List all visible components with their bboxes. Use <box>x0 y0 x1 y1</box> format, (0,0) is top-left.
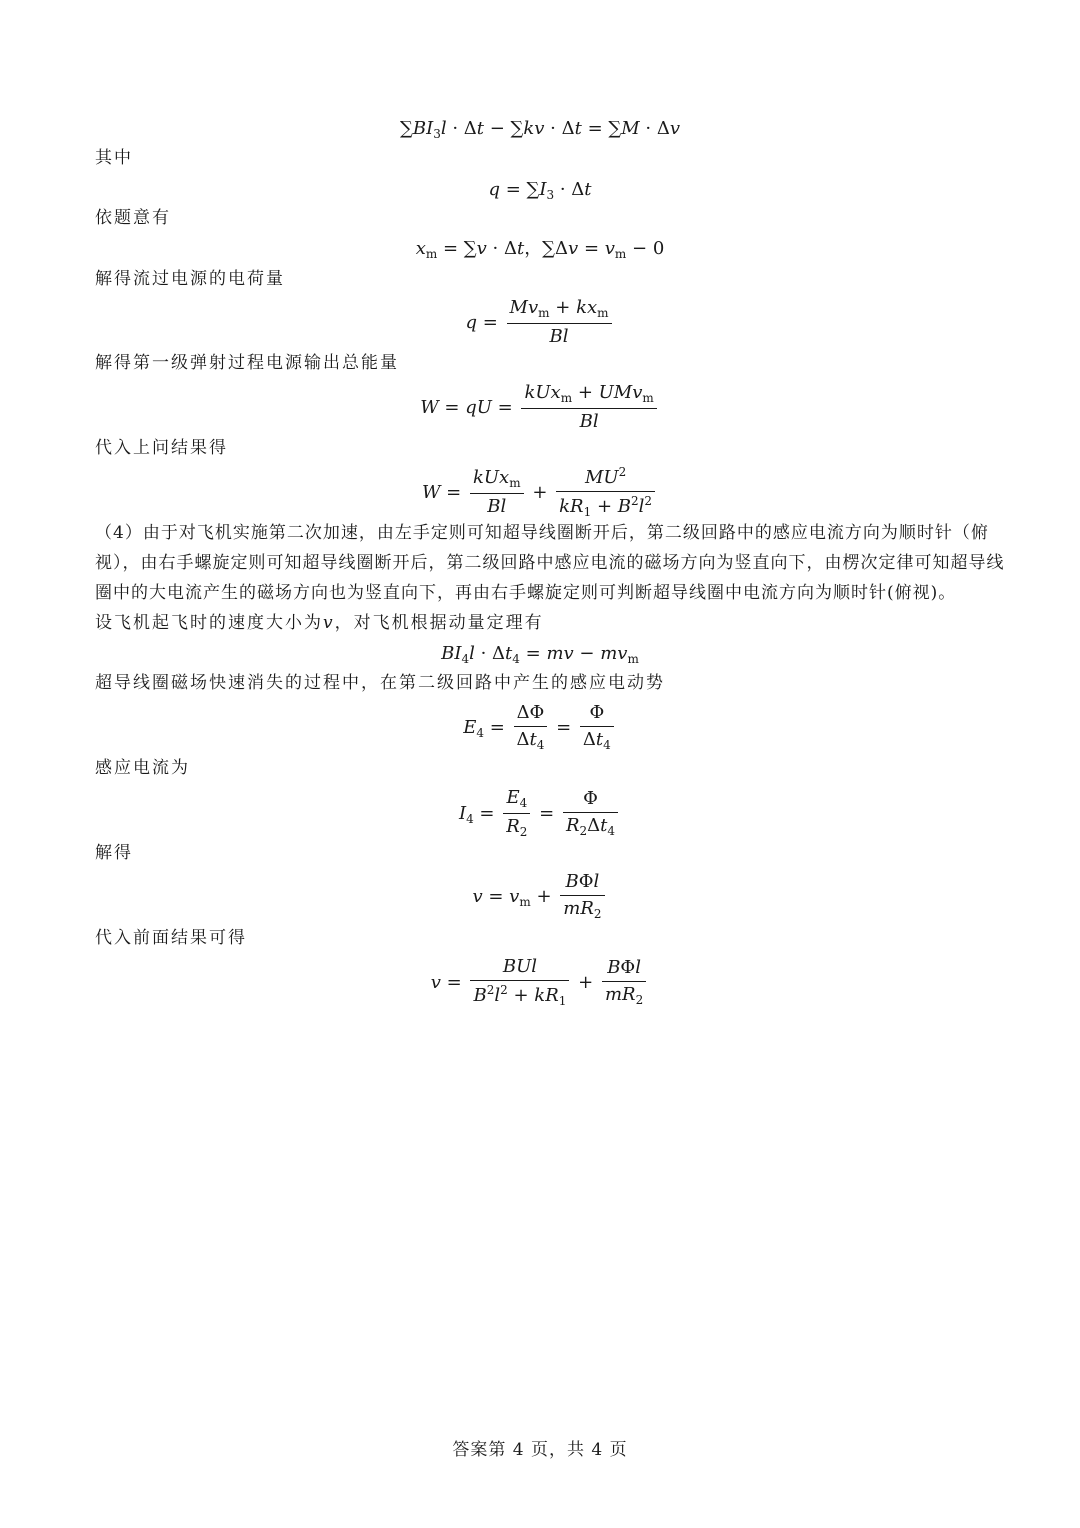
equation-velocity-result: v = $\frac{\text{BUl}}{B^2l^2 + kR_1}$ + $\frac{\text{BΦl}}{mR_2}$ <box>0 957 1080 1008</box>
equation-current: $I_4$ = $\frac{E_4}{R_2}$ = $\frac{\Phi}{R_2\Delta t_4}$ <box>0 788 1080 840</box>
fraction: $\frac{\text{BΦl}}{mR_2}$ <box>602 958 646 1007</box>
equation-charge-sum: $q = \sum I_3 \cdot \Delta t$ <box>488 179 592 202</box>
fraction: $\frac{kUx_m}{Bl}$ <box>470 468 524 517</box>
equation-momentum-sum: $\sum BI_3l \cdot \Delta t - \sum kv \cdot \Delta t = \sum M \cdot \Delta v$ <box>399 118 681 141</box>
text-qi-zhong: 其中 <box>95 148 133 168</box>
fraction: $\frac{Mv_m + kx_m}{Bl}$ <box>507 298 612 347</box>
text-she-feiji-tail: ，对飞机根据动量定理有 <box>334 613 544 633</box>
text-jie-de-w: 解得第一级弹射过程电源输出总能量 <box>95 353 399 373</box>
fraction: $\frac{kUx_m + UMv_m}{Bl}$ <box>521 383 656 432</box>
page-footer: 答案第 4 页，共 4 页 <box>452 1440 628 1460</box>
equation-energy: W = qU = $\frac{kUx_m + UMv_m}{Bl}$ <box>0 383 1080 432</box>
equation-displacement: $x_m = \sum v \cdot \Delta t$，$\sum\Delta v = v_m - 0$ <box>415 238 665 261</box>
paragraph-part-4: （4）由于对飞机实施第二次加速，由左手定则可知超导线圈断开后，第二级回路中的感应电流方向为顺时针（俯视），由右手螺旋定则可知超导线圈断开后，第二级回路中感应电流的磁场方向为竖直向下，由楞次定律可知超导线圈中的大电流产生的磁场方向也为竖直向下，再由右手螺旋定则可判断超导线圈中电流方向为顺时针(俯视)。 <box>95 523 1005 603</box>
fraction: $\frac{\Delta\Phi}{\Delta t_4}$ <box>514 703 548 752</box>
equation-charge-result: q = $\frac{Mv_m + kx_m}{Bl}$ <box>0 298 1080 347</box>
text-dai-ru-shang: 代入上问结果得 <box>95 438 228 458</box>
fraction: $\frac{\Phi}{R_2\Delta t_4}$ <box>563 789 618 838</box>
text-she-feiji <box>95 615 544 632</box>
fraction: $\frac{\text{BUl}}{B^2l^2 + kR_1}$ <box>470 957 569 1008</box>
variable-v: v <box>323 613 335 633</box>
text-dai-ru-qian: 代入前面结果可得 <box>95 928 247 948</box>
fraction: $\frac{E_4}{R_2}$ <box>503 788 530 840</box>
text-gan-ying: 感应电流为 <box>95 758 190 778</box>
equation-velocity: $v = v_m$ + $\frac{\text{BΦl}}{mR_2}$ <box>0 872 1080 921</box>
text-chao-dao: 超导线圈磁场快速消失的过程中，在第二级回路中产生的感应电动势 <box>95 673 665 693</box>
text-she-feiji-head: 设飞机起飞时的速度大小为 <box>95 613 323 633</box>
fraction: $\frac{\Phi}{\Delta t_4}$ <box>580 703 614 752</box>
equation-energy-result: W = $\frac{kUx_m}{Bl}$ + $\frac{MU^2}{kR_1 + B^2l^2}$ <box>0 466 1080 519</box>
equation-emf: $E_4$ = $\frac{\Delta\Phi}{\Delta t_4}$ = $\frac{\Phi}{\Delta t_4}$ <box>0 703 1080 752</box>
fraction: $\frac{MU^2}{kR_1 + B^2l^2}$ <box>556 466 655 519</box>
equation-impulse: $BI_4l \cdot \Delta t_4$ = mv − $mv_m$ <box>441 643 639 666</box>
text-jie-de: 解得 <box>95 843 133 863</box>
text-jie-de-q: 解得流过电源的电荷量 <box>95 269 285 289</box>
fraction: $\frac{\text{BΦl}}{mR_2}$ <box>560 872 604 921</box>
text-yi-ti-yi: 依题意有 <box>95 208 171 228</box>
